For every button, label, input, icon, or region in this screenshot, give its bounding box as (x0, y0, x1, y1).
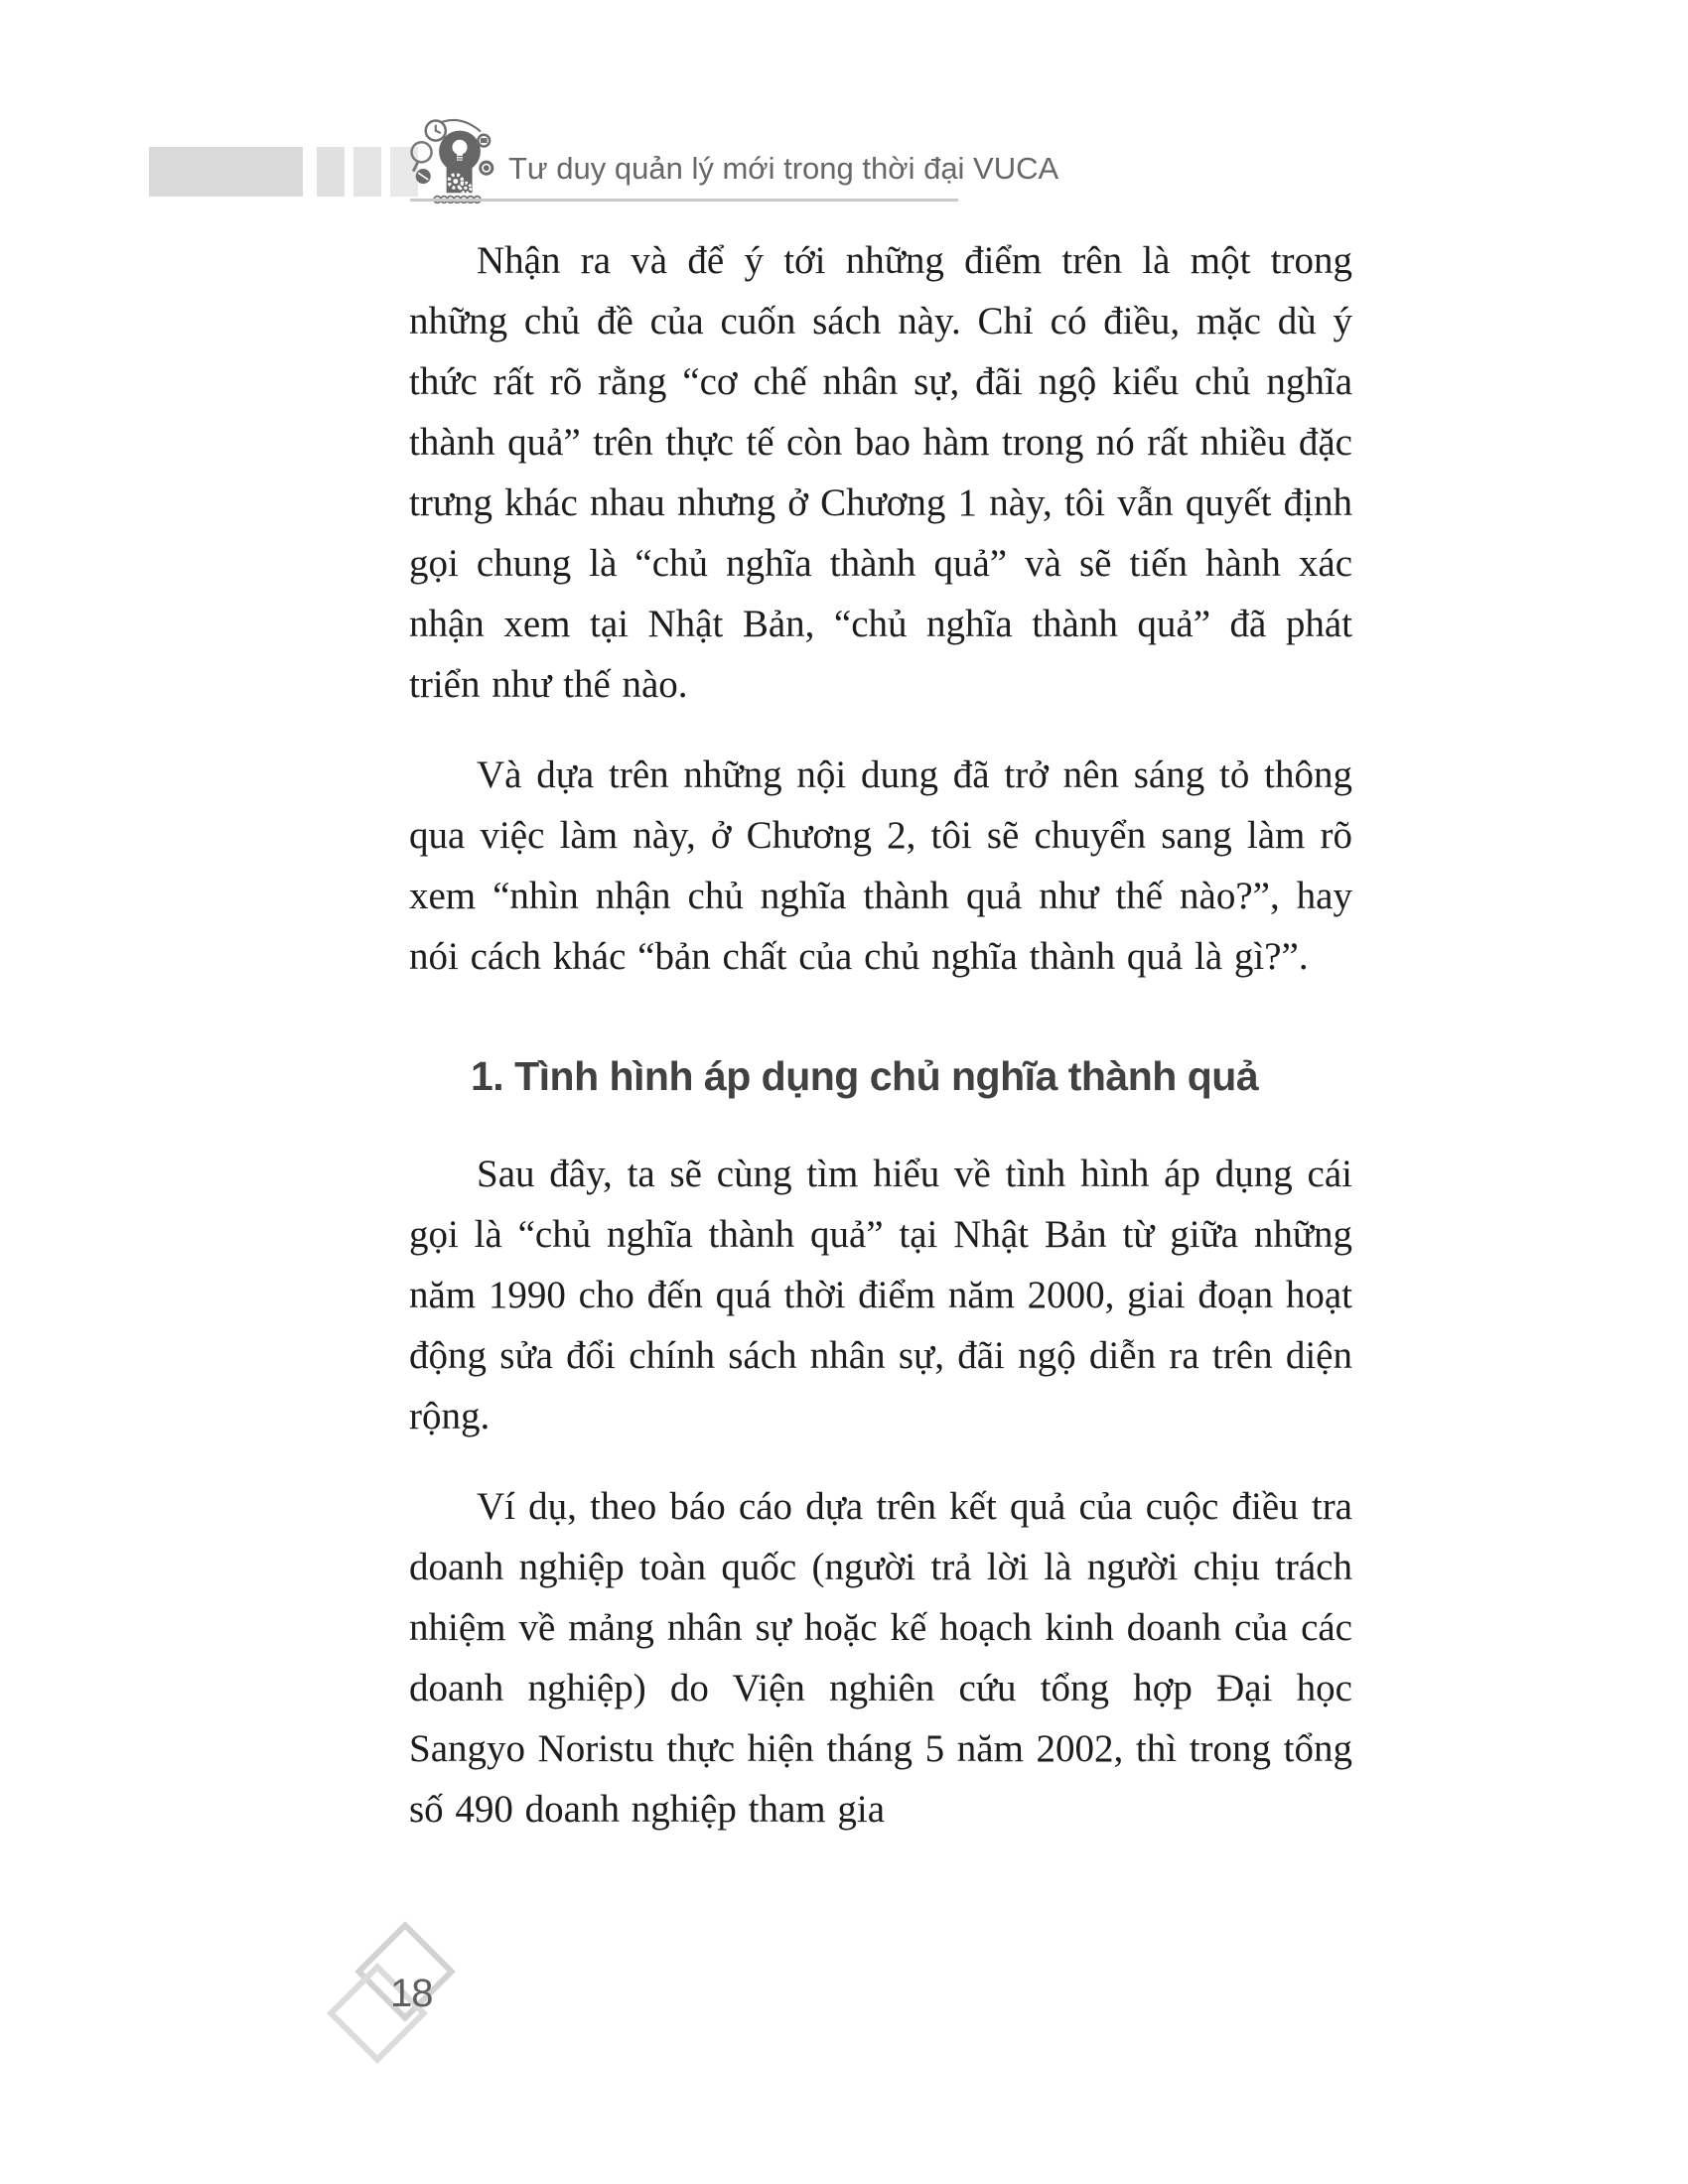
page-number: 18 (390, 1972, 433, 2015)
paragraph: Nhận ra và để ý tới những điểm trên là một trong những chủ đề của cuốn sách này. Chỉ có điều, mặc dù ý thức rất rõ rằng “cơ chế nhân sự, đãi ngộ kiểu chủ nghĩa thành quả” trên thực tế còn bao hàm trong nó rất nhiều đặc trưng khác nhau nhưng ở Chương 1 này, tôi vẫn quyết định gọi chung là “chủ nghĩa thành quả” và sẽ tiến hành xác nhận xem tại Nhật Bản, “chủ nghĩa thành quả” đã phát triển như thế nào. (409, 239, 1352, 706)
paragraph: Ví dụ, theo báo cáo dựa trên kết quả của cuộc điều tra doanh nghiệp toàn quốc (người trả lời là người chịu trách nhiệm về mảng nhân sự hoặc kế hoạch kinh doanh của các doanh nghiệp) do Viện nghiên cứu tổng hợp Đại học Sangyo Noristu thực hiện tháng 5 năm 2002, thì trong tổng số 490 doanh nghiệp tham gia (409, 1485, 1352, 1831)
paragraph: Sau đây, ta sẽ cùng tìm hiểu về tình hình áp dụng cái gọi là “chủ nghĩa thành quả” tại Nhật Bản từ giữa những năm 1990 cho đến quá thời điểm năm 2000, giai đoạn hoạt động sửa đổi chính sách nhân sự, đãi ngộ diễn ra trên diện rộng. (409, 1153, 1352, 1437)
thinking-head-gears-icon (409, 111, 500, 206)
header-decoration-square (353, 147, 381, 197)
paragraph: Và dựa trên những nội dung đã trở nên sáng tỏ thông qua việc làm này, ở Chương 2, tôi sẽ chuyển sang làm rõ xem “nhìn nhận chủ nghĩa thành quả như thế nào?”, hay nói cách khác “bản chất của chủ nghĩa thành quả là gì?”. (409, 753, 1352, 978)
section-heading: 1. Tình hình áp dụng chủ nghĩa thành quả (471, 1053, 1259, 1099)
running-header-title: Tư duy quản lý mới trong thời đại VUCA (508, 151, 1059, 186)
header-decoration-bar (149, 147, 303, 197)
header-decoration-square (317, 147, 345, 197)
article-body (409, 230, 1352, 1869)
header-rule (410, 199, 958, 202)
